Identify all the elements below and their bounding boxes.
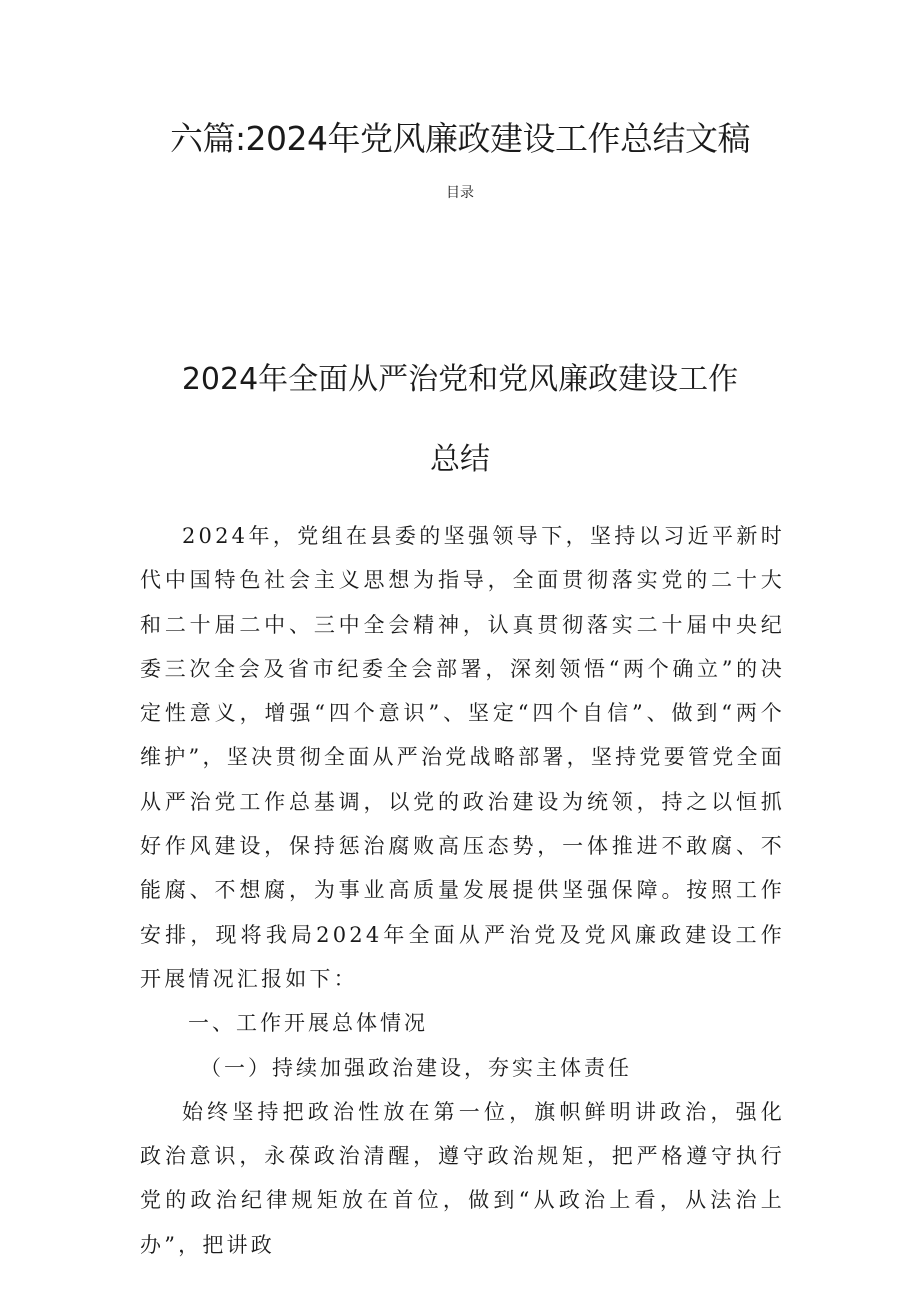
section-title-line1: 2024年全面从严治党和党风廉政建设工作	[181, 362, 739, 397]
body-paragraph: 始终坚持把政治性放在第一位，旗帜鲜明讲政治，强化政治意识，永葆政治清醒，遵守政治规矩，把严格遵守执行党的政治纪律规矩放在首位，做到“从政治上看，从法治上办”，把讲政	[140, 1099, 785, 1257]
heading-level1: 一、工作开展总体情况	[188, 1011, 428, 1036]
intro-paragraph: 2024年，党组在县委的坚强领导下，坚持以习近平新时代中国特色社会主义思想为指导，全面贯彻落实党的二十大和二十届二中、三中全会精神，认真贯彻落实二十届中央纪委三次全会及省市纪委全会部署，深刻领悟“两个确立”的决定性意义，增强“四个意识”、坚定“四个自信”、做到“两个维护”，坚决贯彻全面从严治党战略部署，坚持党要管党全面从严治党工作总基调，以党的政治建设为统领，持之以恒抓好作风建设，保持惩治腐败高压态势，一体推进不敢腐、不能腐、不想腐，为事业高质量发展提供坚强保障。按照工作安排，现将我局2024年全面从严治党及党风廉政建设工作开展情况汇报如下：	[140, 524, 785, 991]
toc-label: 目录	[446, 185, 474, 201]
section-title	[0, 340, 920, 500]
body-text	[140, 514, 785, 1267]
heading-level2: （一）持续加强政治建设，夯实主体责任	[200, 1055, 632, 1080]
document-title: 六篇:2024年党风廉政建设工作总结文稿	[169, 119, 751, 158]
section-title-line2: 总结	[430, 442, 490, 477]
